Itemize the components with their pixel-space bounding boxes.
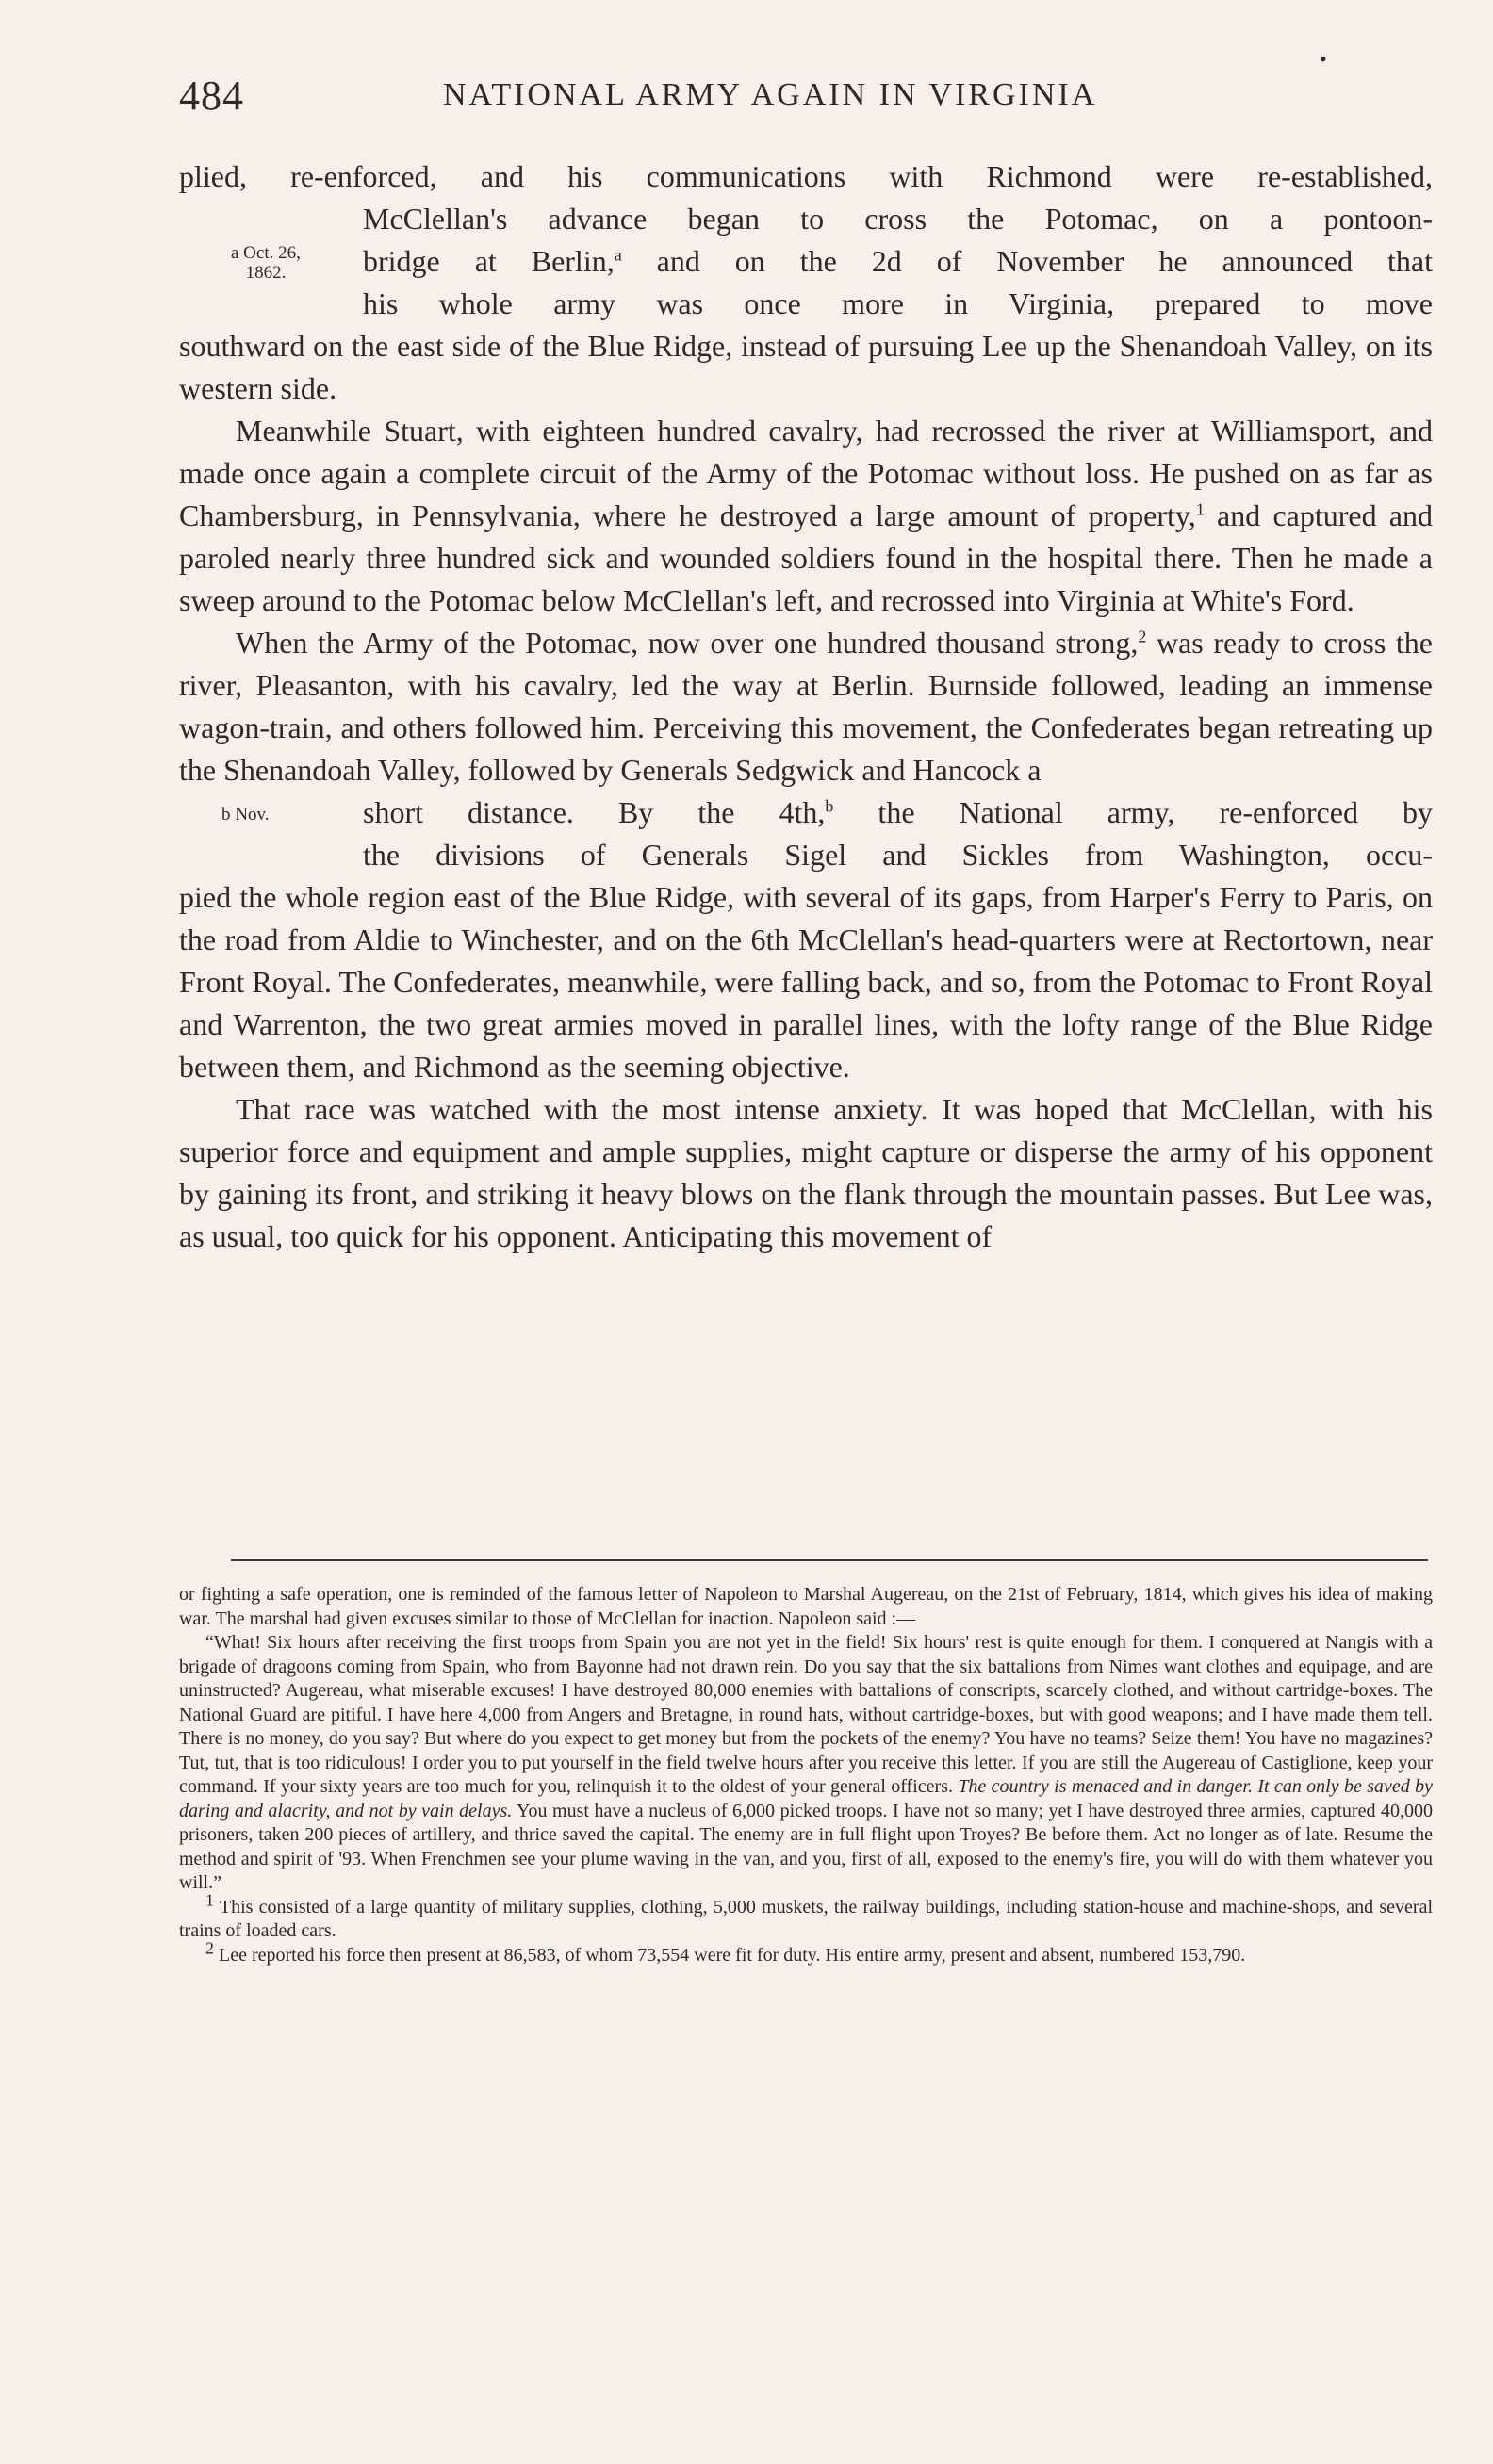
body-line: McClellan's advance began to cross the Potomac, on a pontoon- bbox=[363, 202, 1433, 236]
marginal-wrap-block-2 bbox=[179, 791, 1433, 876]
footnote-2: $^2$ Lee reported his force then present at 86,583, of whom 73,554 were fit for duty. His entire army, present and absent, numbered 153,790. bbox=[205, 1937, 1246, 1966]
footnote-ref-1: 1 bbox=[1195, 499, 1205, 519]
paragraph-3: When the Army of the Potomac, now over one hundred thousand strong,$^2$ was ready to cross the river, Pleasanton, with his cavalry, led the way at Berlin. Burnside followed, leading an immense wagon-train, and others followed him. Perceiving this movement, the Confederates began retreating up the Shenandoah Valley, followed by Generals Sedgwick and Hancock a bbox=[179, 626, 1434, 787]
paragraph-1-end: southward on the east side of the Blue Ridge, instead of pursuing Lee up the Shenandoah Valley, on its western side. bbox=[179, 329, 1433, 405]
napoleon-quote: “What! Six hours after receiving the first troops from Spain you are not yet in the field! Six hours' rest is quite enough for them. I conquered at Nangis with a brigade of dragoons coming from Spain, who from Bayonne had not drawn rein. Do you say that the six battalions from Nimes want clothes and equipage, and are uninstructed? Augereau, what miserable excuses! I have destroyed 80,000 enemies with battalions of conscripts, scarcely clothed, and without cartridge-boxes. The National Guard are pitiful. I have here 4,000 from Angers and Bretagne, in round hats, without cartridge-boxes, but with good weapons; and I have made them tell. There is no money, do you say? But where do you expect to get money but from the pockets of the enemy? You have no teams? Seize them! You have no magazines? Tut, tut, that is too ridiculous! I order you to put yourself in the field twelve hours after you receive this letter. If you are still the Augereau of Castiglione, keep your command. If your sixty years are too much for you, relinquish it to the oldest of your general officers. The country is menaced and in danger. It can only be saved by daring and alacrity, and not by vain delays. You must have a nucleus of 6,000 picked troops. I have not so many; yet I have destroyed three armies, captured 40,000 prisoners, taken 200 pieces of artillery, and thrice saved the capital. The enemy are in full flight upon Troyes? Be before them. Act no longer as of late. Resume the method and spirit of '93. When Frenchmen see your plume waving in the van, and you, first of all, exposed to the enemy's fire, you will do with them whatever you will.” bbox=[179, 1632, 1434, 1893]
margin-note-oct-26: a Oct. 26, 1862. bbox=[231, 243, 301, 283]
wrapped-lines bbox=[363, 198, 1433, 325]
print-speck: • bbox=[1320, 47, 1327, 71]
body-line: bridge at Berlin,$^a$ and on the 2d of November he announced that bbox=[363, 244, 1434, 278]
footnotes bbox=[179, 1583, 1433, 1967]
main-text bbox=[179, 155, 1433, 1258]
footnote-1: $^1$ This consisted of a large quantity of military supplies, clothing, 5,000 muskets, the railway buildings, including station-house and machine-shops, and several trains of loaded cars. bbox=[179, 1889, 1433, 1941]
paragraph-2: Meanwhile Stuart, with eighteen hundred cavalry, had recrossed the river at Williamsport, and made once again a complete circuit of the Army of the Potomac without loss. He pushed on as far as Chambersburg, in Pennsylvania, where he destroyed a large amount of property,$^1$ and captured and paroled nearly three hundred sick and wounded soldiers found in the hospital there. Then he made a sweep around to the Potomac below McClellan's left, and recrossed into Virginia at White's Ford. bbox=[179, 414, 1434, 617]
body-line: his whole army was once more in Virginia, prepared to move bbox=[363, 286, 1433, 320]
footnote-ref-2: 2 bbox=[1138, 627, 1147, 646]
body-line: short distance. By the 4th,$^b$ the National army, re-enforced by bbox=[363, 795, 1434, 829]
paragraph-3-end: pied the whole region east of the Blue Ridge, with several of its gaps, from Harper's Ferry to Paris, on the road from Aldie to Winchester, and on the 6th McClellan's head-quarters were at Rectortown, near Front Royal. The Confederates, meanwhile, were falling back, and so, from the Potomac to Front Royal and Warrenton, the two great armies moved in parallel lines, with the lofty range of the Blue Ridge between them, and Richmond as the seeming objective. bbox=[179, 880, 1433, 1084]
marginal-wrap-block-1 bbox=[179, 198, 1433, 325]
body-line: the divisions of Generals Sigel and Sickles from Washington, occu- bbox=[363, 838, 1433, 872]
margin-note-nov: b Nov. bbox=[221, 805, 270, 824]
body-line: plied, re-enforced, and his communications with Richmond were re-established, bbox=[179, 159, 1433, 193]
page-header bbox=[179, 47, 1442, 128]
reference-mark: b bbox=[825, 796, 834, 816]
margin-column bbox=[179, 198, 363, 325]
footnote-continuation: or fighting a safe operation, one is reminded of the famous letter of Napoleon to Marshal Augereau, on the 21st of February, 1814, which gives his idea of making war. The marshal had given excuses similar to those of McClellan for inaction. Napoleon said :— bbox=[179, 1584, 1433, 1629]
wrapped-lines bbox=[363, 791, 1433, 876]
page-number: 484 bbox=[179, 73, 244, 119]
running-head: NATIONAL ARMY AGAIN IN VIRGINIA bbox=[443, 77, 1098, 112]
margin-column bbox=[179, 791, 363, 876]
footnote-rule bbox=[231, 1559, 1428, 1561]
paragraph-4: That race was watched with the most intense anxiety. It was hoped that McClellan, with his superior force and equipment and ample supplies, might capture or disperse the army of his opponent by gaining its front, and striking it heavy blows on the flank through the mountain passes. But Lee was, as usual, too quick for his opponent. Anticipating this movement of bbox=[179, 1092, 1433, 1253]
reference-mark: a bbox=[614, 245, 622, 265]
